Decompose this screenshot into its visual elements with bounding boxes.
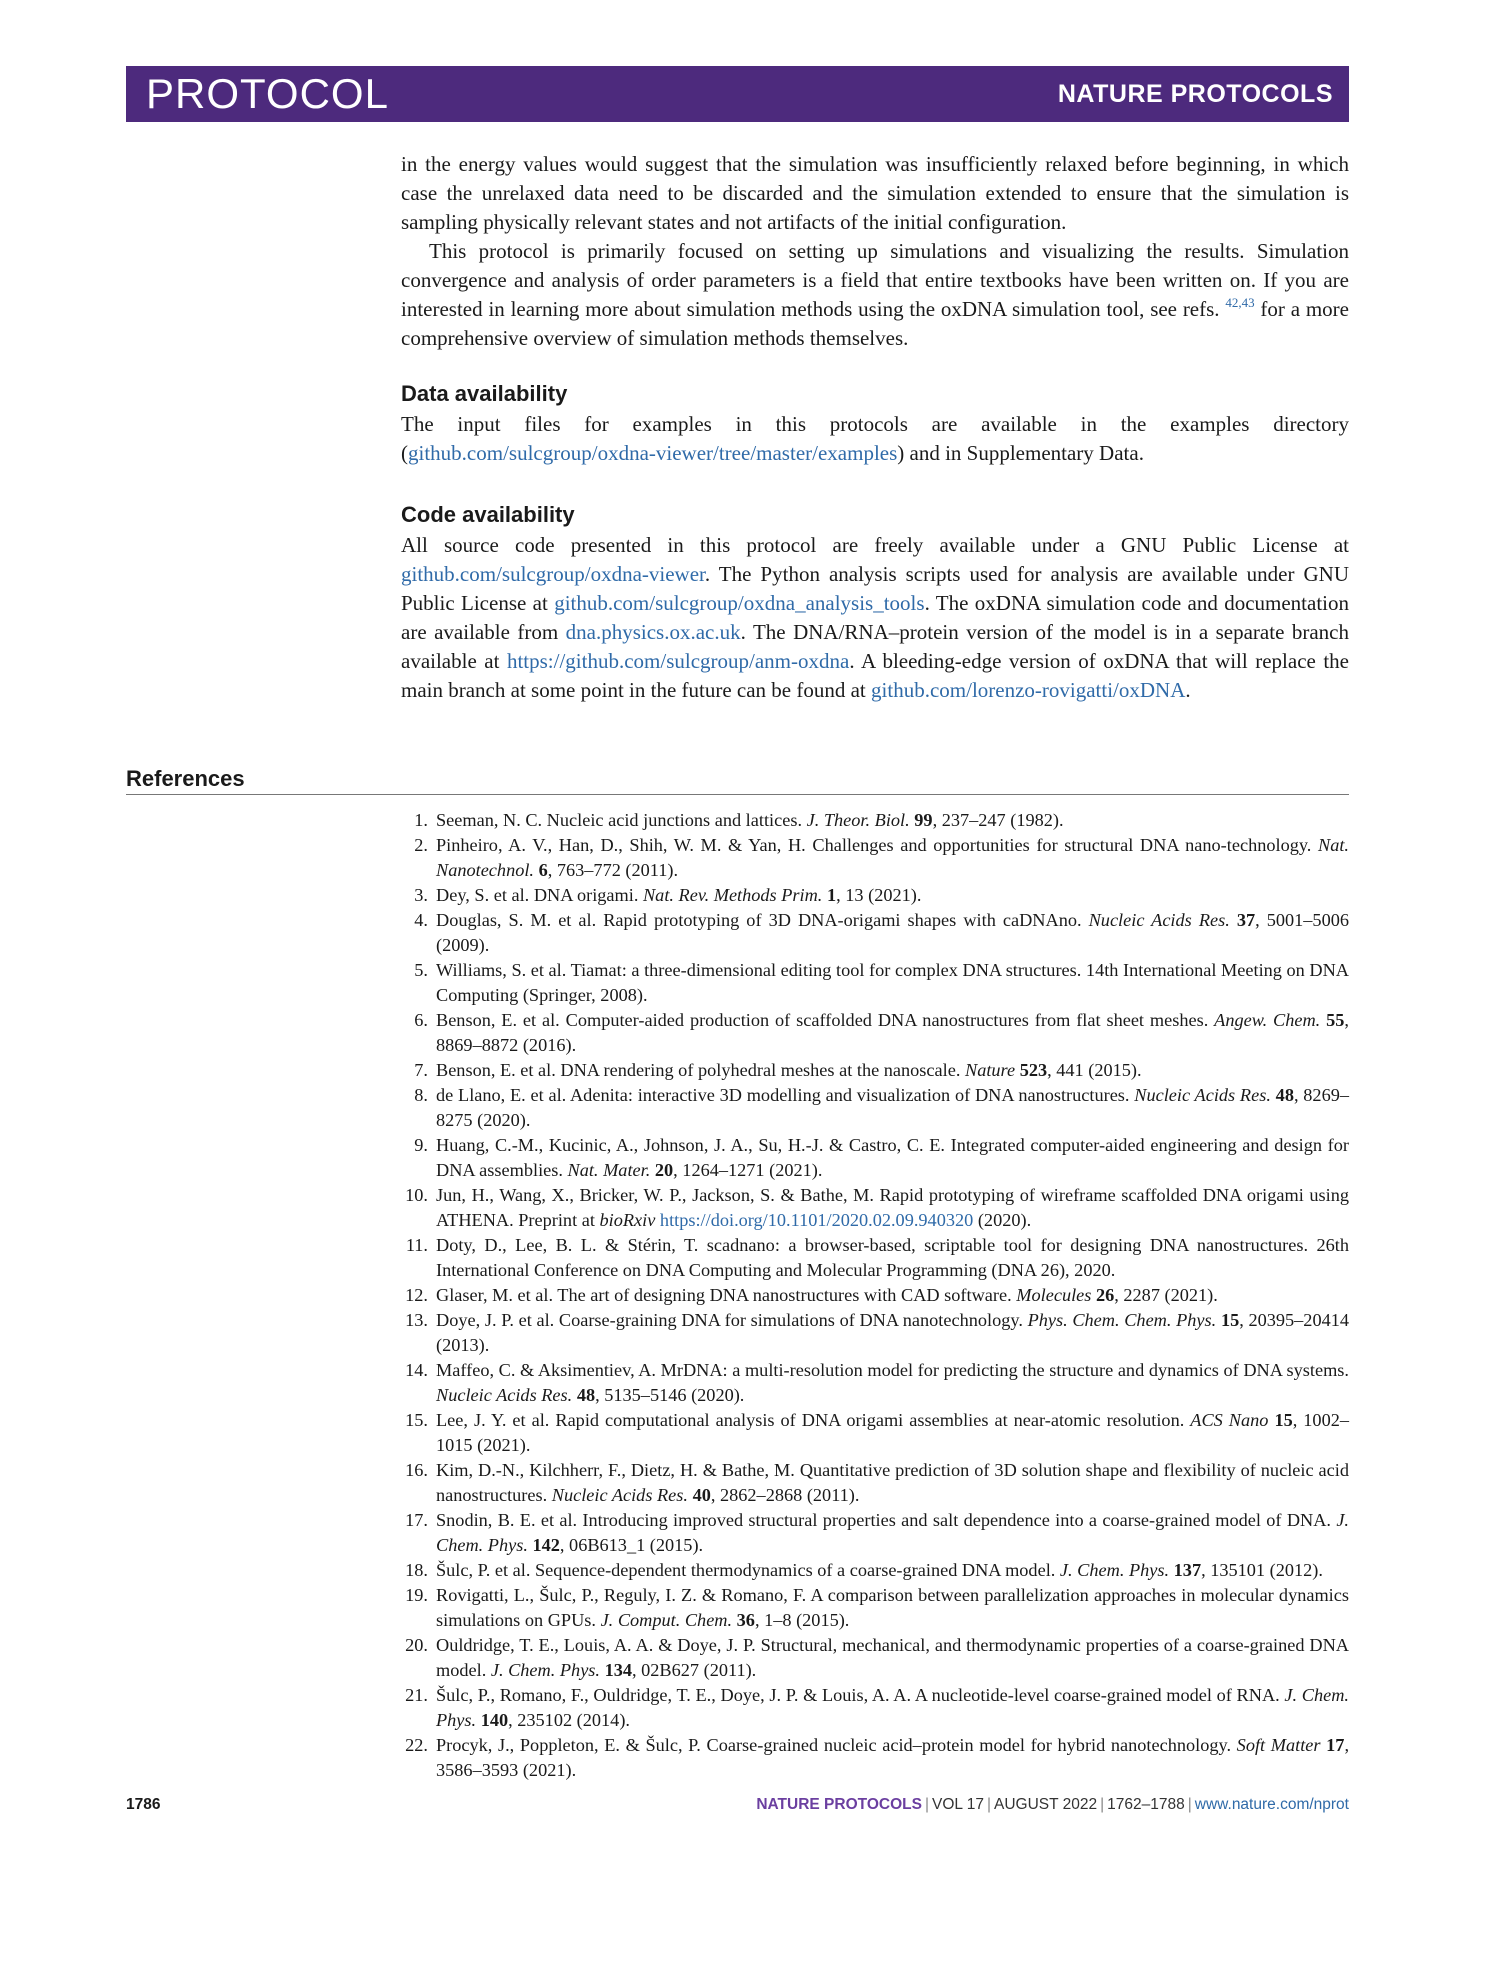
- volume: 20: [654, 1160, 674, 1180]
- journal-title: J. Chem. Phys.: [436, 1685, 1349, 1730]
- reference-number: 12.: [405, 1285, 428, 1305]
- volume: 1: [826, 885, 837, 905]
- journal-title: Nat. Rev. Methods Prim.: [642, 885, 823, 905]
- reference-item: 14. Maffeo, C. & Aksimentiev, A. MrDNA: a multi-resolution model for predicting the structure and dynamics of DNA systems. Nucleic Acids Res. 48, 5135–5146 (2020).: [401, 1358, 1349, 1408]
- reference-number: 18.: [405, 1560, 428, 1580]
- journal-title: Nat. Mater.: [567, 1160, 651, 1180]
- reference-list: [401, 808, 1349, 1783]
- volume: 137: [1173, 1560, 1202, 1580]
- reference-number: 16.: [405, 1460, 428, 1480]
- reference-number: 17.: [405, 1510, 428, 1530]
- reference-number: 9.: [414, 1135, 428, 1155]
- reference-item: 3. Dey, S. et al. DNA origami. Nat. Rev. Methods Prim. 1, 13 (2021).: [401, 883, 1349, 908]
- references-divider: [126, 794, 1349, 795]
- reference-number: 6.: [414, 1010, 428, 1030]
- reference-item: 18. Šulc, P. et al. Sequence-dependent thermodynamics of a coarse-grained DNA model. J. Chem. Phys. 137, 135101 (2012).: [401, 1558, 1349, 1583]
- reference-item: 4. Douglas, S. M. et al. Rapid prototyping of 3D DNA-origami shapes with caDNAno. Nucleic Acids Res. 37, 5001–5006 (2009).: [401, 908, 1349, 958]
- reference-number: 19.: [405, 1585, 428, 1605]
- footer-url[interactable]: www.nature.com/nprot: [1194, 1796, 1349, 1813]
- reference-number: 14.: [405, 1360, 428, 1380]
- page-number: 1786: [126, 1796, 161, 1813]
- volume: 140: [480, 1710, 509, 1730]
- reference-item: 8. de Llano, E. et al. Adenita: interactive 3D modelling and visualization of DNA nanostructures. Nucleic Acids Res. 48, 8269–8275 (2020).: [401, 1083, 1349, 1133]
- reference-item: 2. Pinheiro, A. V., Han, D., Shih, W. M. & Yan, H. Challenges and opportunities for structural DNA nano-technology. Nat. Nanotechnol. 6, 763–772 (2011).: [401, 833, 1349, 883]
- oxdna-repo-link[interactable]: github.com/lorenzo-rovigatti/oxDNA: [871, 678, 1186, 702]
- volume: 48: [576, 1385, 596, 1405]
- reference-number: 8.: [414, 1085, 428, 1105]
- section-label: PROTOCOL: [146, 70, 389, 117]
- header-banner: [126, 66, 1349, 122]
- reference-number: 2.: [414, 835, 428, 855]
- volume: 6: [538, 860, 548, 880]
- volume: 37: [1236, 910, 1256, 930]
- journal-title: ACS Nano: [1190, 1410, 1269, 1430]
- footer-volume: VOL 17: [931, 1796, 984, 1813]
- footer-journal: NATURE PROTOCOLS: [756, 1796, 922, 1813]
- volume: 55: [1326, 1010, 1345, 1030]
- reference-number: 15.: [405, 1410, 428, 1430]
- journal-title: Nucleic Acids Res.: [1088, 910, 1230, 930]
- journal-title: J. Chem. Phys.: [436, 1510, 1349, 1555]
- volume: 17: [1326, 1735, 1345, 1755]
- reference-number: 4.: [414, 910, 428, 930]
- reference-number: 1.: [414, 810, 428, 830]
- examples-link[interactable]: github.com/sulcgroup/oxdna-viewer/tree/master/examples: [408, 441, 898, 465]
- journal-title: Nucleic Acids Res.: [1134, 1085, 1271, 1105]
- reference-item: 22. Procyk, J., Poppleton, E. & Šulc, P. Coarse-grained nucleic acid–protein model for hybrid nanotechnology. Soft Matter 17, 3586–3593 (2021).: [401, 1733, 1349, 1783]
- journal-name: NATURE PROTOCOLS: [1057, 80, 1333, 108]
- journal-title: Soft Matter: [1236, 1735, 1321, 1755]
- journal-title: Nucleic Acids Res.: [551, 1485, 688, 1505]
- volume: 15: [1220, 1310, 1240, 1330]
- intro-text: [401, 150, 1349, 353]
- reference-item: 21. Šulc, P., Romano, F., Ouldridge, T. E., Doye, J. P. & Louis, A. A. A nucleotide-level coarse-grained model of RNA. J. Chem. Phys. 140, 235102 (2014).: [401, 1683, 1349, 1733]
- volume: 40: [692, 1485, 711, 1505]
- reference-item: 12. Glaser, M. et al. The art of designing DNA nanostructures with CAD software. Molecules 26, 2287 (2021).: [401, 1283, 1349, 1308]
- reference-item: 6. Benson, E. et al. Computer-aided production of scaffolded DNA nanostructures from flat sheet meshes. Angew. Chem. 55, 8869–8872 (2016).: [401, 1008, 1349, 1058]
- reference-number: 13.: [405, 1310, 428, 1330]
- reference-number: 10.: [405, 1185, 428, 1205]
- reference-item: 17. Snodin, B. E. et al. Introducing improved structural properties and salt dependence into a coarse-grained model of DNA. J. Chem. Phys. 142, 06B613_1 (2015).: [401, 1508, 1349, 1558]
- journal-title: Nat. Nanotechnol.: [436, 835, 1349, 880]
- paragraph: This protocol is primarily focused on setting up simulations and visualizing the results. Simulation convergence and analysis of order parameters is a field that entire textbooks have been written on. If you are interested in learning more about simulation methods using the oxDNA simulation tool, see refs. $^{42,43}$ for a more comprehensive overview of simulation methods themselves.: [401, 239, 1349, 350]
- reference-item: 19. Rovigatti, L., Šulc, P., Reguly, I. Z. & Romano, F. A comparison between parallelization approaches in molecular dynamics simulations on GPUs. J. Comput. Chem. 36, 1–8 (2015).: [401, 1583, 1349, 1633]
- journal-title: Nature: [965, 1060, 1016, 1080]
- journal-title: Molecules: [1016, 1285, 1092, 1305]
- volume: 142: [532, 1535, 560, 1555]
- reference-item: 20. Ouldridge, T. E., Louis, A. A. & Doye, J. P. Structural, mechanical, and thermodynamic properties of a coarse-grained DNA model. J. Chem. Phys. 134, 02B627 (2011).: [401, 1633, 1349, 1683]
- footer-date: AUGUST 2022: [994, 1796, 1098, 1813]
- volume: 134: [604, 1660, 632, 1680]
- data-availability-text: The input files for examples in this protocols are available in the examples directory (github.com/sulcgroup/oxdna-viewer/tree/master/examples) and in Supplementary Data.: [401, 412, 1349, 465]
- reference-item: 15. Lee, J. Y. et al. Rapid computational analysis of DNA origami assemblies at near-atomic resolution. ACS Nano 15, 1002–1015 (2021).: [401, 1408, 1349, 1458]
- reference-item: 7. Benson, E. et al. DNA rendering of polyhedral meshes at the nanoscale. Nature 523, 441 (2015).: [401, 1058, 1349, 1083]
- doi-link[interactable]: https://doi.org/10.1101/2020.02.09.940320: [659, 1210, 974, 1230]
- references-heading: References: [126, 766, 245, 791]
- reference-number: 22.: [405, 1735, 428, 1755]
- volume: 99: [914, 810, 933, 830]
- reference-item: 1. Seeman, N. C. Nucleic acid junctions and lattices. J. Theor. Biol. 99, 237–247 (1982).: [401, 808, 1349, 833]
- reference-number: 7.: [414, 1060, 428, 1080]
- reference-number: 3.: [414, 885, 428, 905]
- paragraph: in the energy values would suggest that the simulation was insufficiently relaxed before beginning, in which case the unrelaxed data need to be discarded and the simulation extended to ensure that the simulation is sampling physically relevant states and not artifacts of the initial configuration.: [401, 152, 1349, 234]
- reference-number: 5.: [414, 960, 428, 980]
- footer-pages: 1762–1788: [1107, 1796, 1185, 1813]
- data-availability-heading: Data availability: [401, 381, 568, 406]
- anm-oxdna-link[interactable]: https://github.com/sulcgroup/anm-oxdna: [506, 649, 850, 673]
- analysis-tools-link[interactable]: github.com/sulcgroup/oxdna_analysis_tools: [554, 591, 925, 615]
- volume: 36: [736, 1610, 755, 1630]
- volume: 15: [1274, 1410, 1293, 1430]
- reference-item: 9. Huang, C.-M., Kucinic, A., Johnson, J. A., Su, H.-J. & Castro, C. E. Integrated computer-aided engineering and design for DNA assemblies. Nat. Mater. 20, 1264–1271 (2021).: [401, 1133, 1349, 1183]
- journal-title: J. Theor. Biol.: [806, 810, 910, 830]
- journal-title: J. Chem. Phys.: [1059, 1560, 1170, 1580]
- journal-title: J. Comput. Chem.: [600, 1610, 733, 1630]
- page-footer: [126, 1796, 1349, 1820]
- reference-number: 20.: [405, 1635, 428, 1655]
- reference-number: 11.: [405, 1235, 428, 1255]
- oxdna-viewer-link[interactable]: github.com/sulcgroup/oxdna-viewer: [401, 562, 705, 586]
- reference-number: 21.: [405, 1685, 428, 1705]
- journal-title: Nucleic Acids Res.: [436, 1385, 573, 1405]
- volume: 26: [1095, 1285, 1115, 1305]
- citation-superscript[interactable]: 42,43: [1225, 295, 1255, 310]
- oxdna-site-link[interactable]: dna.physics.ox.ac.uk: [565, 620, 741, 644]
- volume: 48: [1275, 1085, 1294, 1105]
- reference-item: 5. Williams, S. et al. Tiamat: a three-dimensional editing tool for complex DNA structures. 14th International Meeting on DNA Computing (Springer, 2008).: [401, 958, 1349, 1008]
- volume: 523: [1019, 1060, 1048, 1080]
- code-availability-text: All source code presented in this protocol are freely available under a GNU Public License at github.com/sulcgroup/oxdna-viewer. The Python analysis scripts used for analysis are available under GNU Public License at github.com/sulcgroup/oxdna_analysis_tools. The oxDNA simulation code and documentation are available from dna.physics.ox.ac.uk. The DNA/RNA–protein version of the model is in a separate branch available at https://github.com/sulcgroup/anm-oxdna. A bleeding-edge version of oxDNA that will replace the main branch at some point in the future can be found at github.com/lorenzo-rovigatti/oxDNA.: [401, 533, 1349, 702]
- reference-item: 16. Kim, D.-N., Kilchherr, F., Dietz, H. & Bathe, M. Quantitative prediction of 3D solution shape and flexibility of nucleic acid nanostructures. Nucleic Acids Res. 40, 2862–2868 (2011).: [401, 1458, 1349, 1508]
- reference-item: 11. Doty, D., Lee, B. L. & Stérin, T. scadnano: a browser-based, scriptable tool for designing DNA nanostructures. 26th International Conference on DNA Computing and Molecular Programming (DNA 26), 2020.: [401, 1233, 1349, 1283]
- journal-title: Angew. Chem.: [1214, 1010, 1321, 1030]
- reference-item: 10. Jun, H., Wang, X., Bricker, W. P., Jackson, S. & Bathe, M. Rapid prototyping of wireframe scaffolded DNA origami using ATHENA. Preprint at bioRxiv https://doi.org/10.1101/2020.02.09.940320 (2020).: [401, 1183, 1349, 1233]
- journal-title: Phys. Chem. Chem. Phys.: [1027, 1310, 1217, 1330]
- journal-title: bioRxiv: [599, 1210, 656, 1230]
- code-availability-heading: Code availability: [401, 502, 575, 527]
- footer-citation: NATURE PROTOCOLS | VOL 17 | AUGUST 2022 | 1762–1788 | www.nature.com/nprot: [756, 1796, 1349, 1813]
- reference-item: 13. Doye, J. P. et al. Coarse-graining DNA for simulations of DNA nanotechnology. Phys. Chem. Chem. Phys. 15, 20395–20414 (2013).: [401, 1308, 1349, 1358]
- journal-title: J. Chem. Phys.: [490, 1660, 600, 1680]
